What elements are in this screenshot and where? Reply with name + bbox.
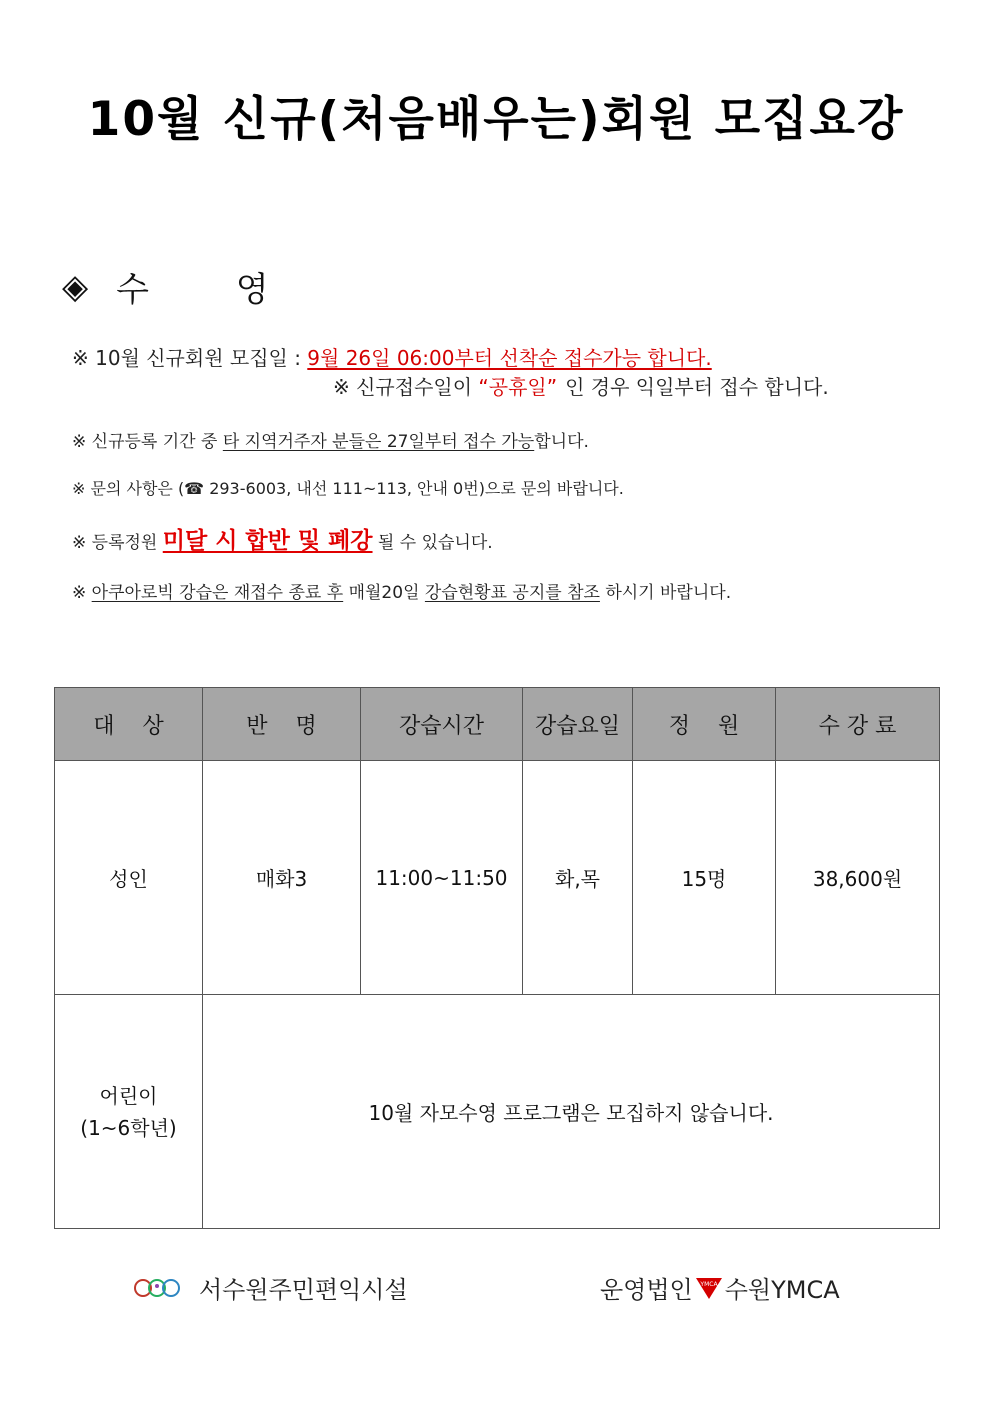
header-capacity: 정 원 (633, 688, 776, 761)
section-title: 수 영 (116, 270, 307, 310)
notice-contact: ※ 문의 사항은 (☎ 293-6003, 내선 111~113, 안내 0번)으로 문의 바랍니다. (72, 479, 624, 498)
notice-aquarobic: ※ 아쿠아로빅 강습은 재접수 종료 후 매월20일 강습현황표 공지를 참조 하시기 바랍니다. (72, 583, 732, 603)
holiday-highlight: “공휴일” (478, 375, 558, 399)
notice-recruit-date: ※ 10월 신규회원 모집일 : 9월 26일 06:00부터 선착순 접수가능 합니다. (72, 346, 712, 370)
operator-name: 수원YMCA (724, 1276, 840, 1304)
recruit-date-highlight: 9월 26일 06:00부터 선착순 접수가능 합니다. (307, 346, 712, 370)
table-row (55, 761, 940, 995)
footer-facility (133, 1270, 408, 1305)
operator-label: 운영법인 (600, 1276, 693, 1304)
table-row (55, 995, 940, 1229)
cell-child-message: 10월 자모수영 프로그램은 모집하지 않습니다. (203, 995, 940, 1229)
schedule-table (54, 687, 940, 1229)
cell-capacity: 15명 (633, 761, 776, 995)
header-class: 반 명 (203, 688, 361, 761)
ymca-logo-icon (695, 1276, 723, 1300)
cell-fee: 38,600원 (776, 761, 940, 995)
diamond-bullet-icon: ◈ (62, 266, 89, 307)
header-time: 강습시간 (361, 688, 523, 761)
page-title: 10월 신규(처음배우는)회원 모집요강 (87, 92, 905, 147)
section-heading (62, 262, 307, 311)
header-target: 대 상 (55, 688, 203, 761)
cell-time: 11:00~11:50 (361, 761, 523, 995)
status-board-underlined: 강습현황표 공지를 참조 (424, 583, 600, 603)
cell-target-child: 어린이 (1~6학년) (55, 995, 203, 1229)
notice-cancellation: ※ 등록정원 미달 시 합반 및 폐강 될 수 있습니다. (72, 528, 493, 554)
cell-target: 성인 (55, 761, 203, 995)
facility-name: 서수원주민편익시설 (199, 1276, 408, 1304)
notice-holiday: ※ 신규접수일이 “공휴일” 인 경우 익일부터 접수 합니다. (333, 375, 829, 399)
header-fee: 수 강 료 (776, 688, 940, 761)
table-header-row (55, 688, 940, 761)
footer-operator (600, 1270, 840, 1305)
svg-text:YMCA: YMCA (700, 1280, 718, 1288)
facility-logo-icon (133, 1274, 181, 1302)
aquarobic-underlined: 아쿠아로빅 강습은 재접수 종료 후 (91, 583, 344, 603)
header-days: 강습요일 (523, 688, 633, 761)
notice-other-region: ※ 신규등록 기간 중 타 지역거주자 분들은 27일부터 접수 가능합니다. (72, 432, 589, 452)
cell-class: 매화3 (203, 761, 361, 995)
cancellation-highlight: 미달 시 합반 및 폐강 (162, 528, 373, 554)
other-region-underlined: 타 지역거주자 분들은 27일부터 접수 가능 (222, 432, 535, 452)
cell-days: 화,목 (523, 761, 633, 995)
